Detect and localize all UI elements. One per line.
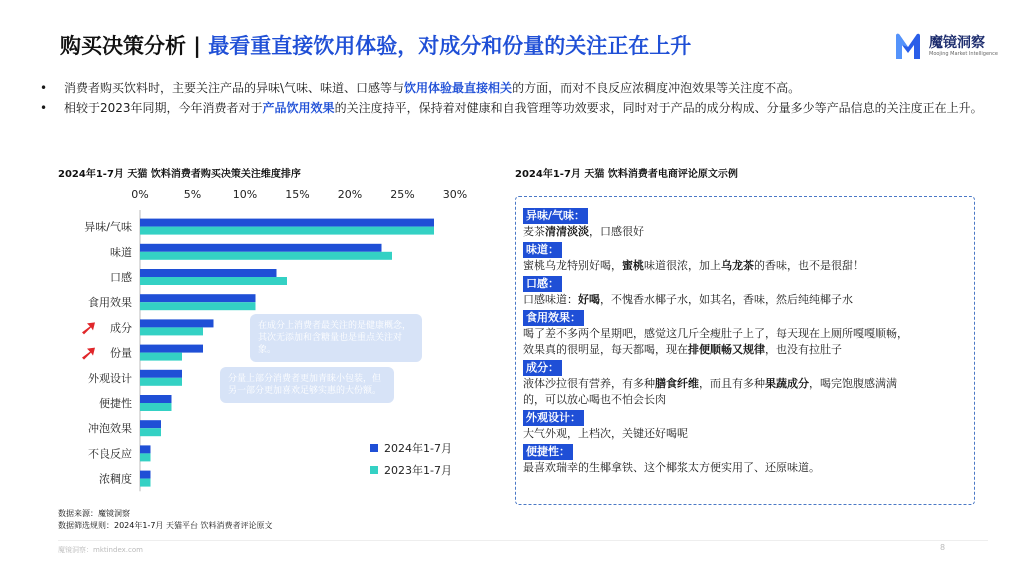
reviews-title: 2024年1-7月 天猫 饮料消费者电商评论原文示例 [515,169,738,180]
brand-logo [893,30,1003,64]
review-text: 口感味道：好喝，不愧香水椰子水，如其名，香味，然后纯纯椰子水 [523,293,853,306]
review-category [523,206,973,224]
x-tick-label: 5% [183,188,202,201]
legend-swatch [370,466,378,474]
review-text: 大气外观，上档次，关键还好喝呢 [523,427,688,440]
bar-2023 [140,327,203,335]
title-accent: 最看重直接饮用体验，对成分和份量的关注正在上升 [208,34,692,58]
category-label: 外观设计 [88,371,132,385]
legend-swatch [370,444,378,452]
review-tag: 口感： [523,276,562,292]
category-label: 味道 [110,245,132,259]
bar-2024 [140,294,256,302]
bar-2024 [140,420,161,428]
bar-2023 [140,353,182,361]
bar-2023 [140,479,151,487]
review-tag: 食用效果： [523,310,584,326]
chart-title: 2024年1-7月 天猫 饮料消费者购买决策关注维度排序 [58,169,301,180]
review-tag: 外观设计： [523,410,584,426]
review-tag: 成分： [523,360,562,376]
portion-annotation: 分量上部分消费者更加青睐小包装，但另一部分更加喜欢足够实惠的大份额。 [220,367,394,403]
x-tick-label: 25% [390,188,415,201]
category-label: 成分 [110,321,132,335]
page-number: 8 [940,543,946,552]
x-tick-label: 20% [337,188,363,201]
bar-2024 [140,219,434,227]
review-tag: 味道： [523,242,562,258]
bar-2023 [140,227,434,235]
review-text: 蜜桃乌龙特别好喝，蜜桃味道很浓，加上乌龙茶的香味，也不是很甜！ [523,259,864,272]
summary-bullets [40,78,990,118]
m-logo-icon [893,30,923,62]
legend-label: 2023年1-7月 [384,464,452,477]
review-tag: 异味/气味： [523,208,588,224]
x-tick-label: 10% [232,188,258,201]
bar-2024 [140,319,214,327]
rising-arrow-icon [82,322,95,334]
bar-2024 [140,269,277,277]
ingredient-annotation: 在成分上消费者最关注的是健康概念，其次无添加和含糖量也是重点关注对象。 [250,314,422,362]
bar-2023 [140,302,256,310]
category-label: 食用效果 [88,296,132,310]
bar-2023 [140,378,182,386]
x-tick-label: 15% [285,188,310,201]
bullet-2: • 相较于2023年同期，今年消费者对于产品饮用效果的关注度持平，保持着对健康和自我管理等功效要求，同时对于产品的成分构成、分量多少等产品信息的关注度正在上升。 [40,101,983,115]
review-tag: 便捷性： [523,444,573,460]
review-category [523,308,973,326]
bar-2023 [140,453,151,461]
footer-divider [58,540,988,541]
category-label: 口感 [110,271,132,284]
category-label: 便捷性 [99,397,132,410]
category-label: 不良反应 [88,447,132,461]
logo-tagline: Moojing Market Intelligence [929,51,999,57]
bullet-1: • 消费者购买饮料时，主要关注产品的异味\气味、味道、口感等与饮用体验最直接相关的方面，而对不良反应浓稠度冲泡效果等关注度不高。 [40,81,801,95]
review-category [523,240,973,258]
review-text: 麦茶清清淡淡，口感很好 [523,225,644,238]
bar-2024 [140,445,151,453]
footer-notes [58,508,273,532]
category-label: 异味/气味 [84,220,132,234]
bar-2024 [140,244,382,252]
bar-2023 [140,403,172,411]
category-label: 冲泡效果 [88,422,132,436]
review-examples [523,206,973,476]
review-category [523,442,973,460]
bar-2024 [140,345,203,353]
data-filter-rule: 数据筛选规则：2024年1-7月 天猫平台 饮料消费者评论原文 [58,521,273,530]
review-text: 效果真的很明显，每天都喝，现在排便顺畅又规律，也没有拉肚子 [523,343,842,356]
rising-arrow-icon [82,348,95,360]
footer-site: 魔镜洞察：mktindex.com [58,546,143,554]
category-label: 份量 [110,346,132,360]
bar-2023 [140,277,287,285]
review-category [523,274,973,292]
category-label: 浓稠度 [99,472,132,486]
legend-label: 2024年1-7月 [384,442,452,455]
review-text: 喝了差不多两个星期吧，感觉这几斤全瘦肚子上了，每天现在上厕所嘎嘎顺畅， [523,327,908,340]
title-prefix: 购买决策分析 | [60,34,209,58]
bar-2024 [140,395,172,403]
bar-2023 [140,428,161,436]
review-category [523,408,973,426]
review-text: 最喜欢瑞幸的生椰拿铁、这个椰浆太方便实用了、还原味道。 [523,461,820,474]
logo-name: 魔镜洞察 [929,35,985,51]
x-tick-label: 30% [442,188,468,201]
review-category [523,358,973,376]
page-title [60,30,691,60]
review-text: 液体沙拉很有营养，有多种膳食纤维，而且有多种果蔬成分，喝完饱腹感满满 [523,377,897,390]
bar-2024 [140,370,182,378]
bar-2023 [140,252,392,260]
x-tick-label: 0% [131,188,149,201]
data-source: 数据来源：魔镜洞察 [58,509,130,518]
review-text: 的，可以放心喝也不怕会长肉 [523,393,666,406]
bar-2024 [140,471,151,479]
